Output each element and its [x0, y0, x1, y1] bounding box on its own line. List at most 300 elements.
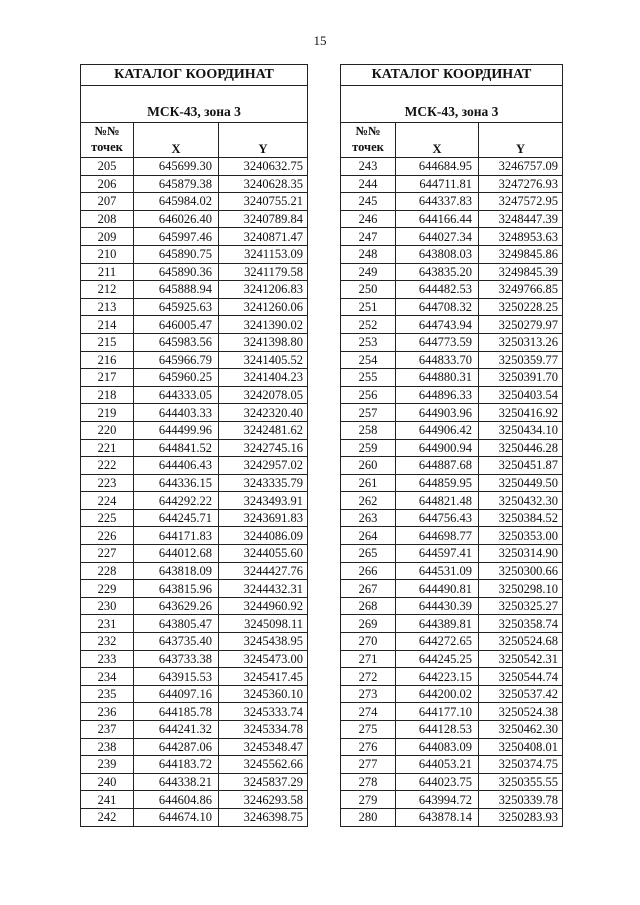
- table-row: [81, 527, 308, 545]
- table-row: [81, 562, 308, 580]
- y-coordinate: 3245098.11: [219, 615, 308, 633]
- table-row: [81, 615, 308, 633]
- y-coordinate: 3250313.26: [479, 333, 563, 351]
- header-x: X: [396, 123, 479, 158]
- y-coordinate: 3250446.28: [479, 439, 563, 457]
- point-number: 225: [81, 509, 134, 527]
- x-coordinate: 644272.65: [396, 633, 479, 651]
- y-coordinate: 3247572.95: [479, 193, 563, 211]
- y-coordinate: 3246757.09: [479, 158, 563, 176]
- x-coordinate: 644900.94: [396, 439, 479, 457]
- x-coordinate: 644171.83: [134, 527, 219, 545]
- point-number: 208: [81, 210, 134, 228]
- y-coordinate: 3250462.30: [479, 721, 563, 739]
- y-coordinate: 3241404.23: [219, 369, 308, 387]
- header-point-number: №№ точек: [341, 123, 396, 158]
- table-row: [341, 633, 563, 651]
- point-number: 274: [341, 703, 396, 721]
- point-number: 221: [81, 439, 134, 457]
- x-coordinate: 644708.32: [396, 298, 479, 316]
- y-coordinate: 3245837.29: [219, 773, 308, 791]
- table-row: [81, 756, 308, 774]
- y-coordinate: 3250353.00: [479, 527, 563, 545]
- x-coordinate: 644887.68: [396, 457, 479, 475]
- x-coordinate: 645879.38: [134, 175, 219, 193]
- point-number: 223: [81, 474, 134, 492]
- y-coordinate: 3250449.50: [479, 474, 563, 492]
- x-coordinate: 644490.81: [396, 580, 479, 598]
- y-coordinate: 3245473.00: [219, 650, 308, 668]
- x-coordinate: 646026.40: [134, 210, 219, 228]
- x-coordinate: 643735.40: [134, 633, 219, 651]
- y-coordinate: 3242078.05: [219, 386, 308, 404]
- y-coordinate: 3249845.39: [479, 263, 563, 281]
- x-coordinate: 645890.75: [134, 245, 219, 263]
- y-coordinate: 3241179.58: [219, 263, 308, 281]
- y-coordinate: 3246293.58: [219, 791, 308, 809]
- table-row: [81, 808, 308, 826]
- x-coordinate: 644906.42: [396, 421, 479, 439]
- table-row: [341, 668, 563, 686]
- table-row: [81, 650, 308, 668]
- point-number: 272: [341, 668, 396, 686]
- table-row: [81, 421, 308, 439]
- point-number: 258: [341, 421, 396, 439]
- point-number: 212: [81, 281, 134, 299]
- x-coordinate: 644245.25: [396, 650, 479, 668]
- page-number: 15: [313, 33, 327, 48]
- y-coordinate: 3247276.93: [479, 175, 563, 193]
- table-row: [341, 457, 563, 475]
- table-row: [341, 333, 563, 351]
- point-number: 233: [81, 650, 134, 668]
- point-number: 251: [341, 298, 396, 316]
- point-number: 228: [81, 562, 134, 580]
- point-number: 241: [81, 791, 134, 809]
- y-coordinate: 3250432.30: [479, 492, 563, 510]
- table-row: [81, 492, 308, 510]
- point-number: 245: [341, 193, 396, 211]
- x-coordinate: 644604.86: [134, 791, 219, 809]
- table-row: [341, 175, 563, 193]
- y-coordinate: 3250384.52: [479, 509, 563, 527]
- point-number: 260: [341, 457, 396, 475]
- y-coordinate: 3245417.45: [219, 668, 308, 686]
- x-coordinate: 644743.94: [396, 316, 479, 334]
- x-coordinate: 644223.15: [396, 668, 479, 686]
- x-coordinate: 643733.38: [134, 650, 219, 668]
- point-number: 219: [81, 404, 134, 422]
- point-number: 207: [81, 193, 134, 211]
- x-coordinate: 644389.81: [396, 615, 479, 633]
- table-row: [341, 527, 563, 545]
- y-coordinate: 3241206.83: [219, 281, 308, 299]
- x-coordinate: 643878.14: [396, 808, 479, 826]
- table-row: [81, 228, 308, 246]
- x-coordinate: 644128.53: [396, 721, 479, 739]
- header-x: X: [134, 123, 219, 158]
- table-row: [81, 791, 308, 809]
- point-number: 211: [81, 263, 134, 281]
- point-number: 243: [341, 158, 396, 176]
- x-coordinate: 644531.09: [396, 562, 479, 580]
- y-coordinate: 3244086.09: [219, 527, 308, 545]
- point-number: 242: [81, 808, 134, 826]
- x-coordinate: 645984.02: [134, 193, 219, 211]
- table-row: [81, 439, 308, 457]
- point-number: 205: [81, 158, 134, 176]
- y-coordinate: 3245562.66: [219, 756, 308, 774]
- x-coordinate: 646005.47: [134, 316, 219, 334]
- table-row: [341, 756, 563, 774]
- x-coordinate: 643835.20: [396, 263, 479, 281]
- table-row: [81, 158, 308, 176]
- table-row: [341, 245, 563, 263]
- table-row: [341, 545, 563, 563]
- x-coordinate: 644773.59: [396, 333, 479, 351]
- x-coordinate: 644336.15: [134, 474, 219, 492]
- coordinate-system: МСК-43, зона 3: [81, 86, 308, 123]
- table-row: [81, 580, 308, 598]
- table-row: [341, 210, 563, 228]
- point-number: 210: [81, 245, 134, 263]
- table-row: [341, 597, 563, 615]
- table-row: [341, 474, 563, 492]
- y-coordinate: 3250283.93: [479, 808, 563, 826]
- x-coordinate: 644597.41: [396, 545, 479, 563]
- point-number: 246: [341, 210, 396, 228]
- header-point-number: №№ точек: [81, 123, 134, 158]
- y-coordinate: 3245334.78: [219, 721, 308, 739]
- x-coordinate: 644903.96: [396, 404, 479, 422]
- table-row: [341, 158, 563, 176]
- point-number: 255: [341, 369, 396, 387]
- table-row: [341, 721, 563, 739]
- table-row: [341, 193, 563, 211]
- y-coordinate: 3250298.10: [479, 580, 563, 598]
- x-coordinate: 645966.79: [134, 351, 219, 369]
- point-number: 278: [341, 773, 396, 791]
- x-coordinate: 644292.22: [134, 492, 219, 510]
- table-row: [81, 263, 308, 281]
- y-coordinate: 3250391.70: [479, 369, 563, 387]
- y-coordinate: 3245333.74: [219, 703, 308, 721]
- table-row: [81, 721, 308, 739]
- table-row: [341, 404, 563, 422]
- table-row: [81, 668, 308, 686]
- table-row: [81, 298, 308, 316]
- x-coordinate: 643818.09: [134, 562, 219, 580]
- y-coordinate: 3250544.74: [479, 668, 563, 686]
- table-row: [341, 369, 563, 387]
- table-row: [341, 580, 563, 598]
- x-coordinate: 644053.21: [396, 756, 479, 774]
- x-coordinate: 644841.52: [134, 439, 219, 457]
- y-coordinate: 3250358.74: [479, 615, 563, 633]
- point-number: 231: [81, 615, 134, 633]
- table-row: [81, 210, 308, 228]
- table-row: [341, 386, 563, 404]
- table-row: [81, 509, 308, 527]
- table-row: [341, 738, 563, 756]
- y-coordinate: 3250325.27: [479, 597, 563, 615]
- y-coordinate: 3250537.42: [479, 685, 563, 703]
- point-number: 240: [81, 773, 134, 791]
- point-number: 237: [81, 721, 134, 739]
- y-coordinate: 3250279.97: [479, 316, 563, 334]
- point-number: 230: [81, 597, 134, 615]
- catalog-table-right: [340, 64, 563, 827]
- point-number: 257: [341, 404, 396, 422]
- table-row: [81, 369, 308, 387]
- y-coordinate: 3242745.16: [219, 439, 308, 457]
- table-row: [341, 808, 563, 826]
- y-coordinate: 3244432.31: [219, 580, 308, 598]
- y-coordinate: 3250416.92: [479, 404, 563, 422]
- x-coordinate: 644880.31: [396, 369, 479, 387]
- point-number: 213: [81, 298, 134, 316]
- x-coordinate: 644684.95: [396, 158, 479, 176]
- point-number: 249: [341, 263, 396, 281]
- y-coordinate: 3244427.76: [219, 562, 308, 580]
- x-coordinate: 643808.03: [396, 245, 479, 263]
- table-row: [81, 404, 308, 422]
- y-coordinate: 3243335.79: [219, 474, 308, 492]
- table-row: [81, 474, 308, 492]
- y-coordinate: 3241398.80: [219, 333, 308, 351]
- point-number: 253: [341, 333, 396, 351]
- y-coordinate: 3240755.21: [219, 193, 308, 211]
- y-coordinate: 3244055.60: [219, 545, 308, 563]
- x-coordinate: 645890.36: [134, 263, 219, 281]
- point-number: 226: [81, 527, 134, 545]
- table-row: [81, 685, 308, 703]
- coordinate-system: МСК-43, зона 3: [341, 86, 563, 123]
- point-number: 222: [81, 457, 134, 475]
- point-number: 214: [81, 316, 134, 334]
- y-coordinate: 3241390.02: [219, 316, 308, 334]
- point-number: 264: [341, 527, 396, 545]
- x-coordinate: 643994.72: [396, 791, 479, 809]
- table-row: [81, 316, 308, 334]
- point-number: 268: [341, 597, 396, 615]
- header-y: Y: [219, 123, 308, 158]
- table-row: [341, 773, 563, 791]
- table-row: [341, 421, 563, 439]
- y-coordinate: 3243493.91: [219, 492, 308, 510]
- table-row: [341, 791, 563, 809]
- y-coordinate: 3242481.62: [219, 421, 308, 439]
- x-coordinate: 644896.33: [396, 386, 479, 404]
- y-coordinate: 3245348.47: [219, 738, 308, 756]
- table-row: [341, 615, 563, 633]
- table-row: [341, 316, 563, 334]
- point-number: 276: [341, 738, 396, 756]
- y-coordinate: 3241260.06: [219, 298, 308, 316]
- point-number: 248: [341, 245, 396, 263]
- x-coordinate: 645997.46: [134, 228, 219, 246]
- point-number: 209: [81, 228, 134, 246]
- point-number: 229: [81, 580, 134, 598]
- x-coordinate: 644333.05: [134, 386, 219, 404]
- table-row: [81, 333, 308, 351]
- y-coordinate: 3250542.31: [479, 650, 563, 668]
- y-coordinate: 3250403.54: [479, 386, 563, 404]
- y-coordinate: 3250339.78: [479, 791, 563, 809]
- x-coordinate: 645888.94: [134, 281, 219, 299]
- table-row: [81, 545, 308, 563]
- y-coordinate: 3250408.01: [479, 738, 563, 756]
- table-row: [341, 685, 563, 703]
- point-number: 232: [81, 633, 134, 651]
- point-number: 220: [81, 421, 134, 439]
- x-coordinate: 644097.16: [134, 685, 219, 703]
- y-coordinate: 3242320.40: [219, 404, 308, 422]
- point-number: 263: [341, 509, 396, 527]
- point-number: 235: [81, 685, 134, 703]
- y-coordinate: 3250524.68: [479, 633, 563, 651]
- x-coordinate: 645699.30: [134, 158, 219, 176]
- x-coordinate: 643805.47: [134, 615, 219, 633]
- point-number: 266: [341, 562, 396, 580]
- point-number: 238: [81, 738, 134, 756]
- x-coordinate: 644177.10: [396, 703, 479, 721]
- y-coordinate: 3248953.63: [479, 228, 563, 246]
- x-coordinate: 644241.32: [134, 721, 219, 739]
- y-coordinate: 3250355.55: [479, 773, 563, 791]
- table-row: [341, 703, 563, 721]
- y-coordinate: 3245438.95: [219, 633, 308, 651]
- y-coordinate: 3248447.39: [479, 210, 563, 228]
- x-coordinate: 645925.63: [134, 298, 219, 316]
- table-row: [81, 597, 308, 615]
- y-coordinate: 3250314.90: [479, 545, 563, 563]
- point-number: 279: [341, 791, 396, 809]
- table-row: [81, 386, 308, 404]
- y-coordinate: 3246398.75: [219, 808, 308, 826]
- y-coordinate: 3249845.86: [479, 245, 563, 263]
- point-number: 236: [81, 703, 134, 721]
- x-coordinate: 644287.06: [134, 738, 219, 756]
- point-number: 267: [341, 580, 396, 598]
- point-number: 224: [81, 492, 134, 510]
- x-coordinate: 644338.21: [134, 773, 219, 791]
- x-coordinate: 644012.68: [134, 545, 219, 563]
- table-row: [341, 298, 563, 316]
- point-number: 217: [81, 369, 134, 387]
- point-number: 265: [341, 545, 396, 563]
- catalog-table-left: [80, 64, 308, 827]
- point-number: 261: [341, 474, 396, 492]
- x-coordinate: 644403.33: [134, 404, 219, 422]
- y-coordinate: 3250451.87: [479, 457, 563, 475]
- x-coordinate: 644166.44: [396, 210, 479, 228]
- point-number: 273: [341, 685, 396, 703]
- table-row: [81, 738, 308, 756]
- y-coordinate: 3250359.77: [479, 351, 563, 369]
- point-number: 280: [341, 808, 396, 826]
- y-coordinate: 3250374.75: [479, 756, 563, 774]
- y-coordinate: 3249766.85: [479, 281, 563, 299]
- table-row: [341, 228, 563, 246]
- table-row: [81, 633, 308, 651]
- y-coordinate: 3240628.35: [219, 175, 308, 193]
- table-row: [81, 175, 308, 193]
- point-number: 277: [341, 756, 396, 774]
- table-row: [341, 509, 563, 527]
- y-coordinate: 3241153.09: [219, 245, 308, 263]
- x-coordinate: 645983.56: [134, 333, 219, 351]
- point-number: 239: [81, 756, 134, 774]
- x-coordinate: 644859.95: [396, 474, 479, 492]
- x-coordinate: 644083.09: [396, 738, 479, 756]
- x-coordinate: 644711.81: [396, 175, 479, 193]
- table-row: [341, 439, 563, 457]
- x-coordinate: 644430.39: [396, 597, 479, 615]
- point-number: 218: [81, 386, 134, 404]
- table-row: [81, 351, 308, 369]
- x-coordinate: 644023.75: [396, 773, 479, 791]
- table-row: [341, 351, 563, 369]
- table-row: [341, 650, 563, 668]
- point-number: 234: [81, 668, 134, 686]
- x-coordinate: 643629.26: [134, 597, 219, 615]
- x-coordinate: 644245.71: [134, 509, 219, 527]
- y-coordinate: 3243691.83: [219, 509, 308, 527]
- point-number: 259: [341, 439, 396, 457]
- point-number: 269: [341, 615, 396, 633]
- x-coordinate: 644756.43: [396, 509, 479, 527]
- y-coordinate: 3250434.10: [479, 421, 563, 439]
- y-coordinate: 3250524.38: [479, 703, 563, 721]
- x-coordinate: 643915.53: [134, 668, 219, 686]
- table-row: [81, 245, 308, 263]
- table-row: [341, 281, 563, 299]
- y-coordinate: 3240632.75: [219, 158, 308, 176]
- point-number: 262: [341, 492, 396, 510]
- y-coordinate: 3250300.66: [479, 562, 563, 580]
- point-number: 275: [341, 721, 396, 739]
- x-coordinate: 644499.96: [134, 421, 219, 439]
- catalog-title: КАТАЛОГ КООРДИНАТ: [341, 65, 563, 86]
- x-coordinate: 643815.96: [134, 580, 219, 598]
- y-coordinate: 3241405.52: [219, 351, 308, 369]
- x-coordinate: 644185.78: [134, 703, 219, 721]
- table-row: [341, 492, 563, 510]
- point-number: 250: [341, 281, 396, 299]
- point-number: 215: [81, 333, 134, 351]
- table-row: [81, 457, 308, 475]
- table-row: [81, 773, 308, 791]
- point-number: 206: [81, 175, 134, 193]
- x-coordinate: 644027.34: [396, 228, 479, 246]
- y-coordinate: 3242957.02: [219, 457, 308, 475]
- point-number: 256: [341, 386, 396, 404]
- x-coordinate: 644406.43: [134, 457, 219, 475]
- x-coordinate: 644821.48: [396, 492, 479, 510]
- x-coordinate: 644183.72: [134, 756, 219, 774]
- x-coordinate: 644833.70: [396, 351, 479, 369]
- point-number: 247: [341, 228, 396, 246]
- catalog-title: КАТАЛОГ КООРДИНАТ: [81, 65, 308, 86]
- y-coordinate: 3245360.10: [219, 685, 308, 703]
- y-coordinate: 3244960.92: [219, 597, 308, 615]
- y-coordinate: 3240789.84: [219, 210, 308, 228]
- y-coordinate: 3250228.25: [479, 298, 563, 316]
- y-coordinate: 3240871.47: [219, 228, 308, 246]
- table-row: [341, 562, 563, 580]
- point-number: 271: [341, 650, 396, 668]
